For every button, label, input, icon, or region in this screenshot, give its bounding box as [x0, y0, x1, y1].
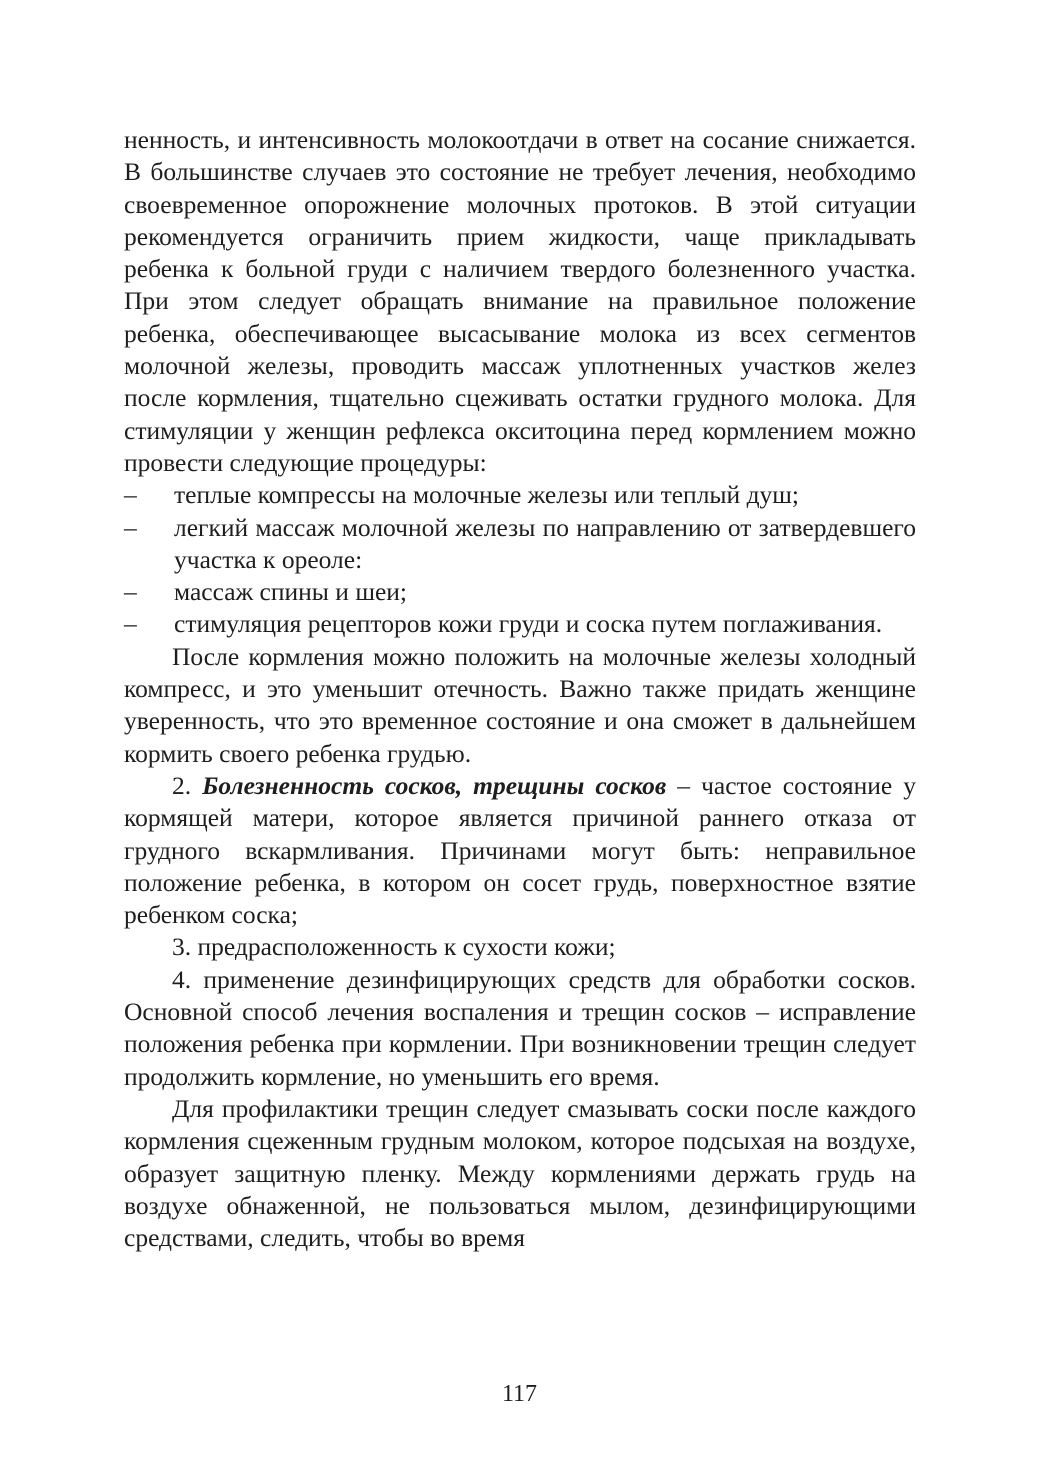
list-item-text: стимуляция рецепторов кожи груди и соска путем поглаживания.: [174, 609, 883, 639]
page-body: [124, 124, 916, 1254]
dash-bullet: –: [124, 480, 137, 510]
list-item: [124, 512, 916, 577]
paragraph-text: – частое состояние у кормящей матери, которое является причиной раннего отказа от грудного вскармливания. Причинами могут быть: неправильное положение ребенка, в котором он сосет грудь, поверхностное взятие ребенком соска;: [124, 770, 916, 930]
paragraph-after-feeding: После кормления можно положить на молочные железы холодный компресс, и это уменьшит отечность. Важно также придать женщине уверенность, что это временное состояние и она сможет в дальнейшем кормить своего ребенка грудью.: [124, 641, 916, 768]
list-item-text: легкий массаж молочной железы по направлению от затвердевшего участка к ореоле:: [174, 512, 916, 574]
procedure-list: [124, 479, 916, 640]
dash-bullet: –: [124, 577, 137, 607]
list-item: [124, 479, 916, 511]
paragraph-nipple-soreness: [124, 770, 916, 931]
emphasized-term: Болезненность сосков, трещины сосков: [202, 770, 667, 800]
paragraph-continuation: ненность, и интенсивность молокоотдачи в ответ на сосание снижается. В большинстве случаев это состояние не требует лечения, необходимо своевременное опорожнение молочных протоков. В этой ситуации рекомендуется ограничить прием жидкости, чаще прикладывать ребенка к больной груди с наличием твердого болезненного участка. При этом следует обращать внимание на правильное положение ребенка, обеспечивающее высасывание молока из всех сегментов молочной железы, проводить массаж уплотненных участков желез после кормления, тщательно сцеживать остатки грудного молока. Для стимуляции у женщин рефлекса окситоцина перед кормлением можно провести следующие процедуры:: [124, 125, 916, 477]
paragraph-prevention: Для профилактики трещин следует смазывать соски после каждого кормления сцеженным грудным молоком, которое подсыхая на воздухе, образует защитную пленку. Между кормлениями держать грудь на воздухе обнаженной, не пользоваться мылом, дезинфицирующими средствами, следить, чтобы во время: [124, 1093, 916, 1253]
list-item-text: теплые компрессы на молочные железы или теплый душ;: [174, 480, 800, 510]
list-item: [124, 608, 916, 640]
paragraph-dry-skin: 3. предрасположенность к сухости кожи;: [172, 932, 616, 962]
paragraph-disinfectants: 4. применение дезинфицирующих средств для обработки сосков. Основной способ лечения воспаления и трещин сосков – исправление положения ребенка при кормлении. При возникновении трещин следует продолжить кормление, но уменьшить его время.: [124, 964, 916, 1091]
item-number: 2.: [172, 770, 192, 800]
dash-bullet: –: [124, 512, 137, 542]
list-item-text: массаж спины и шеи;: [174, 577, 408, 607]
dash-bullet: –: [124, 609, 137, 639]
page-number: 117: [501, 1381, 538, 1407]
list-item: [124, 576, 916, 608]
